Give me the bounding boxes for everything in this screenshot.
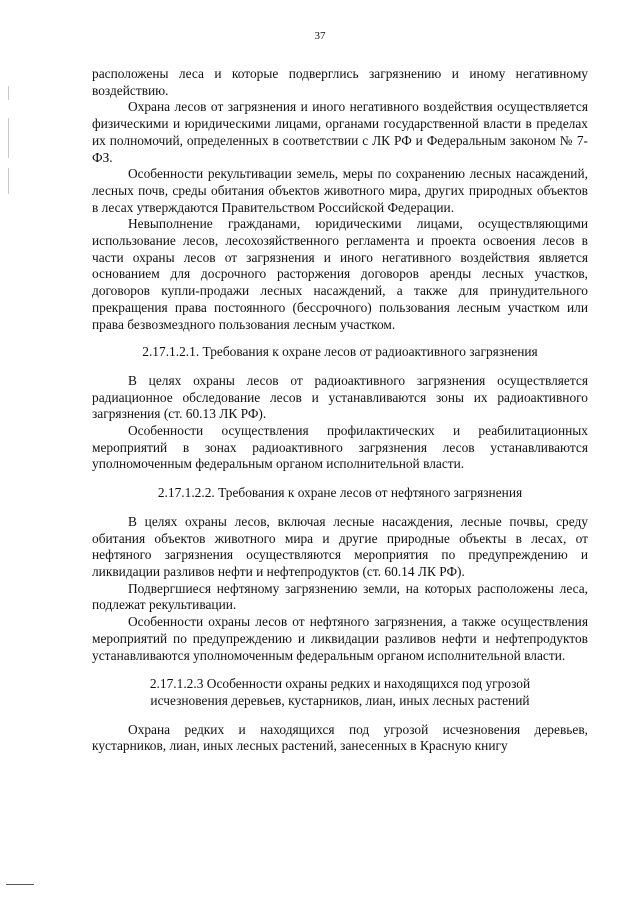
scan-margin-line: [8, 168, 9, 194]
paragraph: Особенности охраны лесов от нефтяного загрязнения, а также осуществления мероприятий по предупреждению и ликвидации разливов нефти и нефтепродуктов устанавливаются уполномоченным федеральным органом исполнительной власти.: [92, 614, 588, 663]
section-heading: 2.17.1.2.1. Требования к охране лесов от радиоактивного загрязнения: [142, 344, 538, 360]
paragraph: Особенности рекультивации земель, меры по сохранению лесных насаждений, лесных почв, среды обитания объектов животного мира, других природных объектов в лесах утверждаются Правительством Российской Федерации.: [92, 166, 588, 215]
document-body: [92, 66, 588, 755]
section-heading: 2.17.1.2.2. Требования к охране лесов от нефтяного загрязнения: [157, 485, 523, 501]
page-number: 37: [314, 30, 326, 42]
paragraph: Охрана редких и находящихся под угрозой исчезновения деревьев, кустарников, лиан, иных лесных растений, занесенных в Красную книгу: [92, 721, 588, 754]
paragraph: расположены леса и которые подверглись загрязнению и иному негативному воздействию.: [92, 66, 588, 98]
scan-margin-line: [8, 86, 9, 100]
section-heading-line: 2.17.1.2.3 Особенности охраны редких и находящихся под угрозой: [149, 676, 531, 692]
footer-rule: [6, 884, 34, 885]
section-heading-line: исчезновения деревьев, кустарников, лиан, иных лесных растений: [150, 692, 530, 708]
scan-margin-line: [8, 118, 9, 158]
paragraph: В целях охраны лесов, включая лесные насаждения, лесные почвы, среду обитания объектов животного мира и другие природные объекты в лесах, от нефтяного загрязнения осуществляются мероприятия по предупреждению и ликвидации разливов нефти и нефтепродуктов (ст. 60.14 ЛК РФ).: [92, 513, 588, 579]
paragraph: Особенности осуществления профилактических и реабилитационных мероприятий в зонах радиоактивного загрязнения лесов устанавливаются уполномоченным федеральным органом исполнительной власти.: [92, 423, 588, 472]
section-heading: [92, 676, 588, 709]
paragraph: Невыполнение гражданами, юридическими лицами, осуществляющими использование лесов, лесохозяйственного регламента и проекта освоения лесов в части охраны лесов от загрязнения и иного негативного воздействия является основанием для досрочного расторжения договоров аренды лесных участков, договоров купли-продажи лесных насаждений, а также для принудительного прекращения права постоянного (бессрочного) пользования лесным участком или права безвозмездного пользования лесным участком.: [92, 216, 588, 332]
paragraph: В целях охраны лесов от радиоактивного загрязнения осуществляется радиационное обследование лесов и устанавливаются зоны их радиоактивного загрязнения (ст. 60.13 ЛК РФ).: [92, 372, 588, 422]
paragraph: Охрана лесов от загрязнения и иного негативного воздействия осуществляется физическими и юридическими лицами, органами государственной власти в пределах их полномочий, определенных в соответствии с ЛК РФ и Федеральным законом № 7-ФЗ.: [92, 99, 588, 165]
paragraph: Подвергшиеся нефтяному загрязнению земли, на которых расположены леса, подлежат рекультивации.: [92, 580, 588, 613]
